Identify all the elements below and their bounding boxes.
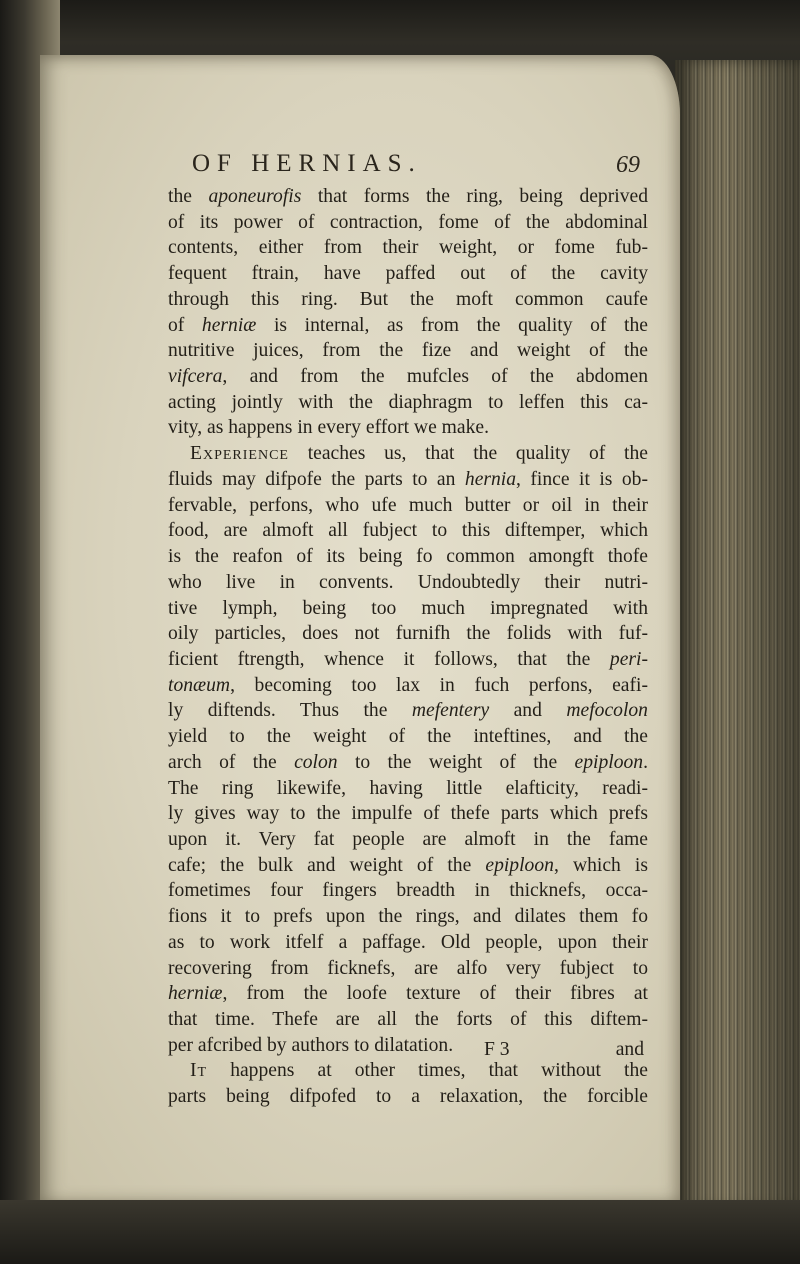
text-run: , becoming too lax in fuch perfons, eafi-	[230, 674, 648, 696]
text-line	[168, 878, 648, 904]
page-header	[170, 148, 640, 186]
text-line	[168, 390, 648, 416]
small-caps-word: It	[190, 1060, 208, 1082]
text-run: fions it to prefs upon the rings, and dilates them fo	[168, 906, 648, 928]
text-line	[168, 1007, 648, 1033]
text-run: ly diftends. Thus the	[168, 700, 412, 722]
text-line	[168, 570, 648, 596]
text-run: fervable, perfons, who ufe much butter or oil in their	[168, 494, 648, 516]
text-line	[168, 544, 648, 570]
text-line	[168, 493, 648, 519]
text-run: fometimes four fingers breadth in thicknefs, occa-	[168, 880, 648, 902]
italic-term: herniæ	[201, 314, 257, 336]
text-line	[168, 596, 648, 622]
text-run: ly gives way to the impulfe of thefe parts which prefs	[168, 803, 648, 825]
text-line	[168, 235, 648, 261]
italic-term: epiploon	[574, 751, 644, 773]
text-line	[168, 827, 648, 853]
text-run: contents, either from their weight, or fome fub-	[168, 237, 648, 259]
italic-term: colon	[294, 751, 338, 773]
text-run: oily particles, does not furnifh the folids with fuf-	[168, 623, 648, 645]
text-line	[168, 853, 648, 879]
italic-term: herniæ	[168, 983, 223, 1005]
text-run: , from the loofe texture of their fibres at	[222, 983, 648, 1005]
text-line	[168, 930, 648, 956]
text-line	[168, 338, 648, 364]
text-line	[168, 261, 648, 287]
text-run: is internal, as from the quality of the	[256, 314, 648, 336]
text-run: the	[168, 186, 209, 207]
text-run: parts being difpofed to a relaxation, the forcible	[168, 1086, 648, 1108]
italic-term: mefentery	[411, 700, 490, 722]
text-line	[168, 364, 648, 390]
text-run: as to work itfelf a paffage. Old people, upon their	[168, 931, 648, 953]
signature-mark: F 3	[484, 1039, 510, 1060]
text-run: happens at other times, that without the	[207, 1060, 648, 1082]
text-run: vity, as happens in every effort we make.	[168, 417, 490, 439]
page-number: 69	[616, 152, 640, 178]
italic-term: epiploon	[485, 854, 554, 876]
text-line	[168, 313, 648, 339]
text-run: ficient ftrength, whence it follows, that the	[168, 648, 610, 670]
text-run: recovering from ficknefs, are alfo very fubject to	[168, 957, 648, 979]
text-run: that time. Thefe are all the forts of this diftem-	[168, 1009, 648, 1030]
italic-term: mefocolon	[566, 700, 648, 722]
text-line	[168, 467, 648, 493]
text-run: upon it. Very fat people are almoft in the fame	[168, 828, 648, 850]
text-run: fequent ftrain, have paffed out of the cavity	[168, 263, 648, 285]
italic-term: aponeurofis	[208, 186, 302, 207]
text-run: through this ring. But the moft common caufe	[168, 288, 648, 310]
text-line	[168, 698, 648, 724]
text-line	[168, 1084, 648, 1110]
italic-term: hernia	[464, 468, 517, 490]
text-line	[168, 776, 648, 802]
text-run: acting jointly with the diaphragm to leffen this ca-	[168, 391, 648, 413]
text-line	[168, 441, 648, 467]
text-line	[168, 184, 648, 210]
text-line	[168, 647, 648, 673]
text-run: tive lymph, being too much impregnated with	[168, 597, 648, 619]
text-run: food, are almoft all fubject to this diftemper, which	[168, 520, 648, 542]
catchword: and	[615, 1039, 644, 1060]
book-page-edges	[675, 60, 800, 1210]
text-run: arch of the	[168, 751, 295, 773]
body-text	[168, 184, 648, 1110]
scan-background-bottom	[0, 1200, 800, 1264]
text-line	[168, 673, 648, 699]
text-line	[168, 904, 648, 930]
text-line	[168, 956, 648, 982]
text-line	[168, 981, 648, 1007]
text-run: of	[168, 314, 202, 336]
text-line	[168, 287, 648, 313]
text-run: .	[643, 751, 649, 773]
text-run: to the weight of the	[337, 751, 575, 773]
text-run: teaches us, that the quality of the	[288, 443, 648, 465]
text-line	[168, 724, 648, 750]
text-run: who live in convents. Undoubtedly their nutri-	[168, 571, 648, 593]
text-line	[168, 415, 648, 441]
italic-term: vifcera	[168, 366, 223, 388]
text-run: fluids may difpofe the parts to an	[168, 468, 465, 490]
text-run: of its power of contraction, fome of the abdominal	[168, 211, 648, 233]
text-run: yield to the weight of the inteftines, and the	[168, 726, 648, 748]
page-footer	[168, 1039, 648, 1065]
text-line	[168, 801, 648, 827]
text-line	[168, 210, 648, 236]
text-run: cafe; the bulk and weight of the	[168, 854, 486, 876]
text-run: is the reafon of its being fo common amongft thofe	[168, 546, 648, 568]
text-run: and	[489, 700, 567, 722]
text-line	[168, 750, 648, 776]
italic-term: peri-	[609, 648, 648, 670]
italic-term: tonæum	[168, 674, 231, 696]
text-run: , fince it is ob-	[516, 468, 648, 490]
text-line	[168, 621, 648, 647]
text-run: that forms the ring, being deprived	[301, 186, 648, 207]
text-run: per afcribed by authors to dilatation.	[168, 1034, 454, 1056]
small-caps-word: Experience	[190, 443, 289, 465]
text-run: , and from the mufcles of the abdomen	[222, 366, 648, 388]
text-run: , which is	[553, 854, 648, 876]
text-run: The ring likewife, having little elafticity, readi-	[168, 777, 648, 799]
running-head: OF HERNIAS.	[192, 150, 422, 177]
text-line	[168, 518, 648, 544]
text-run: nutritive juices, from the fize and weight of the	[168, 340, 648, 362]
